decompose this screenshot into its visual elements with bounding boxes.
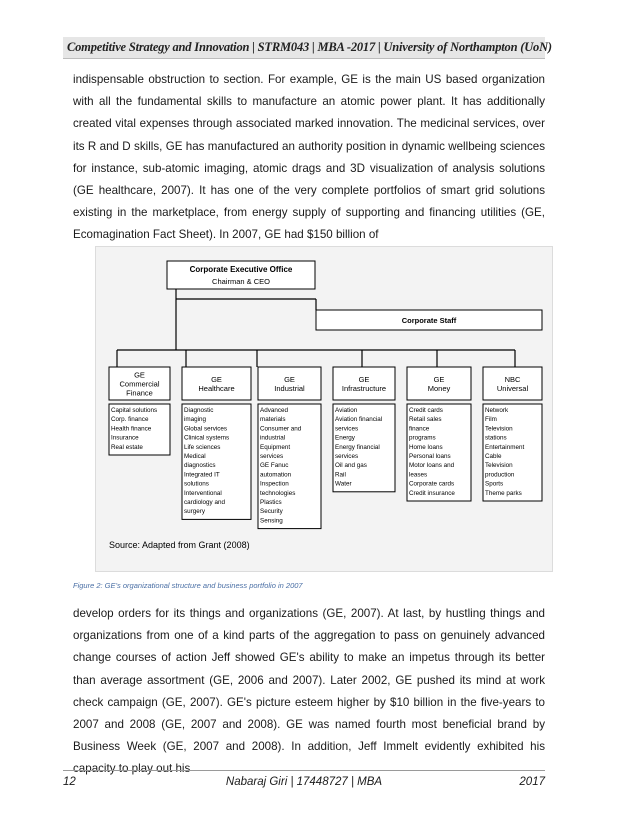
division-list-item: Water [335, 480, 352, 488]
division-list-item: Capital solutions [111, 407, 158, 414]
header-title: Competitive Strategy and Innovation | STRM043 | MBA -2017 | University of Northampton (UoN) [67, 40, 552, 54]
footer-page-number: 12 [63, 776, 76, 788]
division-title-line: Finance [126, 388, 153, 398]
division-list-item: Corp. finance [111, 416, 149, 424]
division-list-item: Network [485, 407, 509, 414]
division-list-item: Consumer and [260, 425, 302, 433]
division-list-item: Motor loans and [409, 462, 455, 470]
division-list-item: Credit cards [409, 407, 443, 414]
division-title-line: NBC [504, 375, 521, 384]
division-list-item: Entertainment [485, 443, 525, 451]
division-list-item: automation [260, 471, 292, 479]
org-chart-figure [95, 246, 553, 572]
page-footer [63, 770, 545, 791]
division-list-item: Integrated IT [184, 471, 220, 479]
division-list-item: Advanced [260, 407, 289, 414]
division-list-item: imaging [184, 416, 207, 424]
division-list-item: technologies [260, 489, 296, 497]
division-list-item: Security [260, 508, 283, 516]
division-list-item: finance [409, 425, 430, 433]
division-list-item: Television [485, 462, 513, 470]
division-list-item: Life sciences [184, 443, 221, 451]
division-list-item: Energy financial [335, 443, 380, 451]
division-list-item: Medical [184, 453, 206, 460]
division-title-line: Commercial [119, 379, 160, 389]
division-title-line: Money [427, 384, 451, 393]
division-list-item: Insurance [111, 434, 139, 442]
division-list-item: Real estate [111, 443, 143, 451]
division-list-item: Personal loans [409, 453, 451, 460]
division-list-item: Interventional [184, 489, 222, 497]
figure-source: Source: Adapted from Grant (2008) [109, 540, 250, 550]
division-list-item: Home loans [409, 443, 443, 451]
executive-office-title: Corporate Executive Office [189, 265, 293, 274]
division-list-item: materials [260, 416, 286, 424]
division-list-item: solutions [184, 480, 209, 488]
division-list-item: cardiology and [184, 499, 225, 506]
division-list-item: Aviation financial [335, 416, 383, 424]
division-title-line: GE [211, 375, 222, 384]
executive-office-subtitle: Chairman & CEO [212, 277, 270, 286]
division-list-item: programs [409, 434, 436, 442]
division-list-item: Cable [485, 453, 502, 460]
division-list-item: Sensing [260, 517, 283, 525]
org-chart [96, 247, 552, 571]
corporate-staff-title: Corporate Staff [401, 316, 457, 325]
division-list-item: Oil and gas [335, 462, 367, 470]
division-list-item: Equipment [260, 443, 291, 451]
division-list-item: Diagnostic [184, 407, 214, 414]
division-list-item: Television [485, 425, 513, 433]
division-list-item: services [260, 453, 284, 460]
division-list-item: industrial [260, 434, 286, 442]
division-list-item: Theme parks [485, 489, 522, 497]
division-list-item: Sports [485, 480, 504, 488]
division-list-item: production [485, 471, 515, 479]
division-list-item: Inspection [260, 480, 289, 488]
division-list-item: diagnostics [184, 462, 216, 470]
division-list-item: surgery [184, 508, 205, 516]
division-title-line: GE [284, 375, 295, 384]
body-paragraph-2: develop orders for its things and organizations (GE, 2007). At last, by hustling things and organizations from one of a kind parts of the aggregation to pass on genuinely advanced change courses of action Jeff showed GE's ability to make an impetus through its better than average assortment (GE, 2006 and 2007). Later 2002, GE pushed its mind at work check campaign (GE, 2007). GE's picture esteem higher by $10 billion in the five-years to 2007 and 2008 (GE, 2007 and 2008). GE was named fourth most beneficial brand by Business Week (GE, 2007 and 2008). In addition, Jeff Immelt evidently exhibited his capacity to play out his [73, 607, 545, 776]
division-list-item: Corporate cards [409, 480, 455, 488]
division-title-line: GE [134, 370, 145, 380]
division-list-item: stations [485, 434, 507, 442]
division-title-line: Industrial [274, 384, 305, 393]
division-list-item: Aviation [335, 407, 358, 414]
division-title-line: Infrastructure [341, 384, 387, 393]
division-title-line: GE [358, 375, 370, 384]
division-columns [109, 367, 542, 529]
division-list-item: Global services [184, 425, 228, 433]
division-list-item: Retail sales [409, 416, 442, 424]
division-list-item: Credit insurance [409, 489, 455, 497]
division-title-line: Healthcare [198, 384, 235, 393]
division-list-item: Film [485, 416, 497, 424]
figure-caption: Figure 2: GE’s organizational structure and business portfolio in 2007 [73, 581, 303, 590]
division-list-item: services [335, 425, 359, 433]
division-list-item: leases [409, 471, 428, 479]
division-list-item: Plastics [260, 499, 282, 506]
division-list-item: Health finance [111, 425, 152, 433]
division-list-item: services [335, 453, 359, 460]
running-header [63, 37, 552, 59]
division-list-item: Energy [335, 434, 355, 442]
body-paragraph-1: indispensable obstruction to section. For example, GE is the main US based organization with all the fundamental skills to manufacture an atomic power plant. It has additionally created vital expenses through associated marked innovation. The medicinal services, over its R and D skills, GE has manufactured an authority position in dynamic wellbeing sciences for instance, sub-atomic imaging, atomic drags and 3D visualization of analysis solutions (GE healthcare, 2007). It has one of the very complete portfolios of smart grid solutions existing in the marketplace, from energy supply of supporting and financing utilities (GE, Ecomagination Fact Sheet). In 2007, GE had $150 billion of [73, 73, 545, 242]
division-list-item: Rail [335, 471, 346, 479]
footer-year: 2017 [519, 776, 545, 788]
division-list-item: GE Fanuc [260, 462, 289, 470]
division-title-line: GE [433, 375, 445, 384]
division-list-item: Clinical systems [184, 434, 230, 442]
division-title-line: Universal [496, 384, 529, 393]
footer-author: Nabaraj Giri | 17448727 | MBA [225, 776, 383, 788]
